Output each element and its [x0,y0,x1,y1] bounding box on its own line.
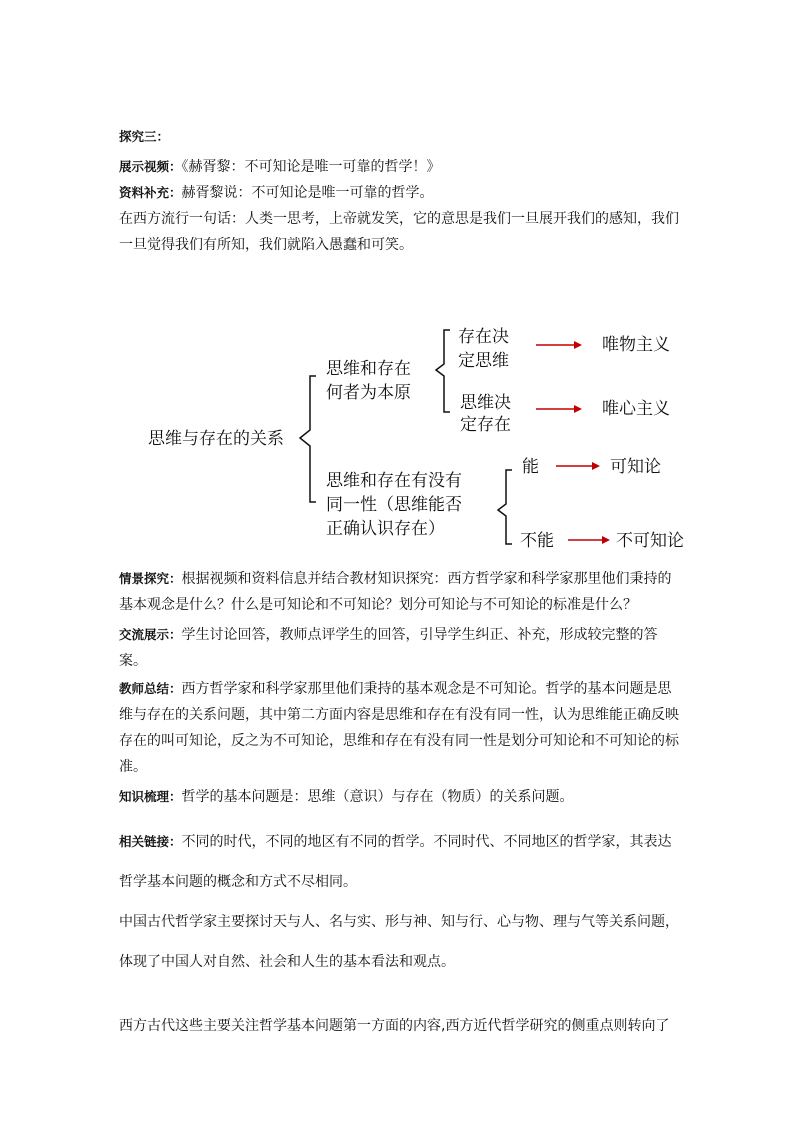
west-text: 西方古代这些主要关注哲学基本问题第一方面的内容,西方近代哲学研究的侧重点则转向了 [119,1018,670,1034]
china-line2 [119,949,679,975]
scenario-paragraph [119,566,679,618]
exchange-label: 交流展示： [119,627,182,642]
branch1-line2: 何者为本原 [326,383,411,403]
b1b-line1: 思维决 [460,393,511,413]
b2b-label: 不能 [520,531,554,551]
scenario-text: 根据视频和资料信息并结合教材知识探究：西方哲学家和科学家那里他们秉持的基本观念是什么？什么是可知论和不可知论？划分可知论与不可知论的标准是什么？ [119,571,672,613]
knowledge-text: 哲学的基本问题是：思维（意识）与存在（物质）的关系问题。 [181,789,574,805]
china-line1 [119,909,679,935]
scenario-label: 情景探究： [119,571,182,586]
b1a-result: 唯物主义 [602,335,670,355]
b2b-result: 不可知论 [616,531,684,551]
knowledge-label: 知识梳理： [119,789,182,804]
link-line2 [119,869,679,895]
summary-text: 西方哲学家和科学家那里他们秉持的基本观念是不可知论。哲学的基本问题是思维与存在的关系问题，其中第二方面内容是思维和存在有没有同一性，认为思维能正确反映存在的叫可知论，反之为不可知论，思维和存在有没有同一性是划分可知论和不可知论的标准。 [119,681,679,775]
b1a-line1: 存在决 [458,327,509,347]
saying-paragraph [119,206,679,258]
saying-text: 在西方流行一句话：人类一思考，上帝就发笑，它的意思是我们一旦展开我们的感知，我们一旦觉得我们有所知，我们就陷入愚蠢和可笑。 [119,211,679,253]
video-text: 《赫胥黎：不可知论是唯一可靠的哲学！》 [181,159,441,175]
b2a-label: 能 [522,457,539,477]
china2-text: 体现了中国人对自然、社会和人生的基本看法和观点。 [119,954,455,970]
link-line1 [119,829,679,855]
branch1-brace [436,330,450,412]
video-paragraph [119,154,679,180]
branch1-line1: 思维和存在 [326,359,411,379]
supplement-text: 赫胥黎说：不可知论是唯一可靠的哲学。 [181,185,434,201]
west-line [119,1013,679,1039]
knowledge-paragraph [119,784,679,810]
video-label: 展示视频： [119,159,182,174]
link-label: 相关链接： [119,834,182,849]
branch2-brace [498,470,512,544]
b2a-arrow-head [592,462,600,470]
link-text2: 哲学基本问题的概念和方式不尽相同。 [119,874,357,890]
diagram-root-text: 思维与存在的关系 [148,429,284,449]
b1b-result: 唯心主义 [602,399,670,419]
b1b-arrow-head [574,405,582,413]
exchange-paragraph [119,622,679,674]
summary-label: 教师总结： [119,681,182,696]
explore-heading [119,124,679,150]
b2b-arrow-head [602,536,610,544]
b1a-arrow-head [574,341,582,349]
supplement-label: 资料补充： [119,185,182,200]
branch2-line2: 同一性（思维能否 [326,495,462,515]
diagram-svg [140,318,700,558]
branch2-line3: 正确认识存在） [326,519,445,539]
b1b-line2: 定存在 [460,415,511,435]
link-text1: 不同的时代，不同的地区有不同的哲学。不同时代、不同地区的哲学家，其表达 [181,834,672,850]
branch2-line1: 思维和存在有没有 [326,471,462,491]
explore-label: 探究三： [119,129,170,144]
supplement-paragraph [119,180,679,206]
exchange-text: 学生讨论回答，教师点评学生的回答，引导学生纠正、补充，形成较完整的答案。 [119,627,658,669]
summary-paragraph [119,676,679,780]
main-brace [300,376,316,502]
china1-text: 中国古代哲学家主要探讨天与人、名与实、形与神、知与行、心与物、理与气等关系问题， [119,914,679,930]
relationship-diagram [140,318,700,558]
b1a-line2: 定思维 [458,351,509,371]
b2a-result: 可知论 [610,457,661,477]
